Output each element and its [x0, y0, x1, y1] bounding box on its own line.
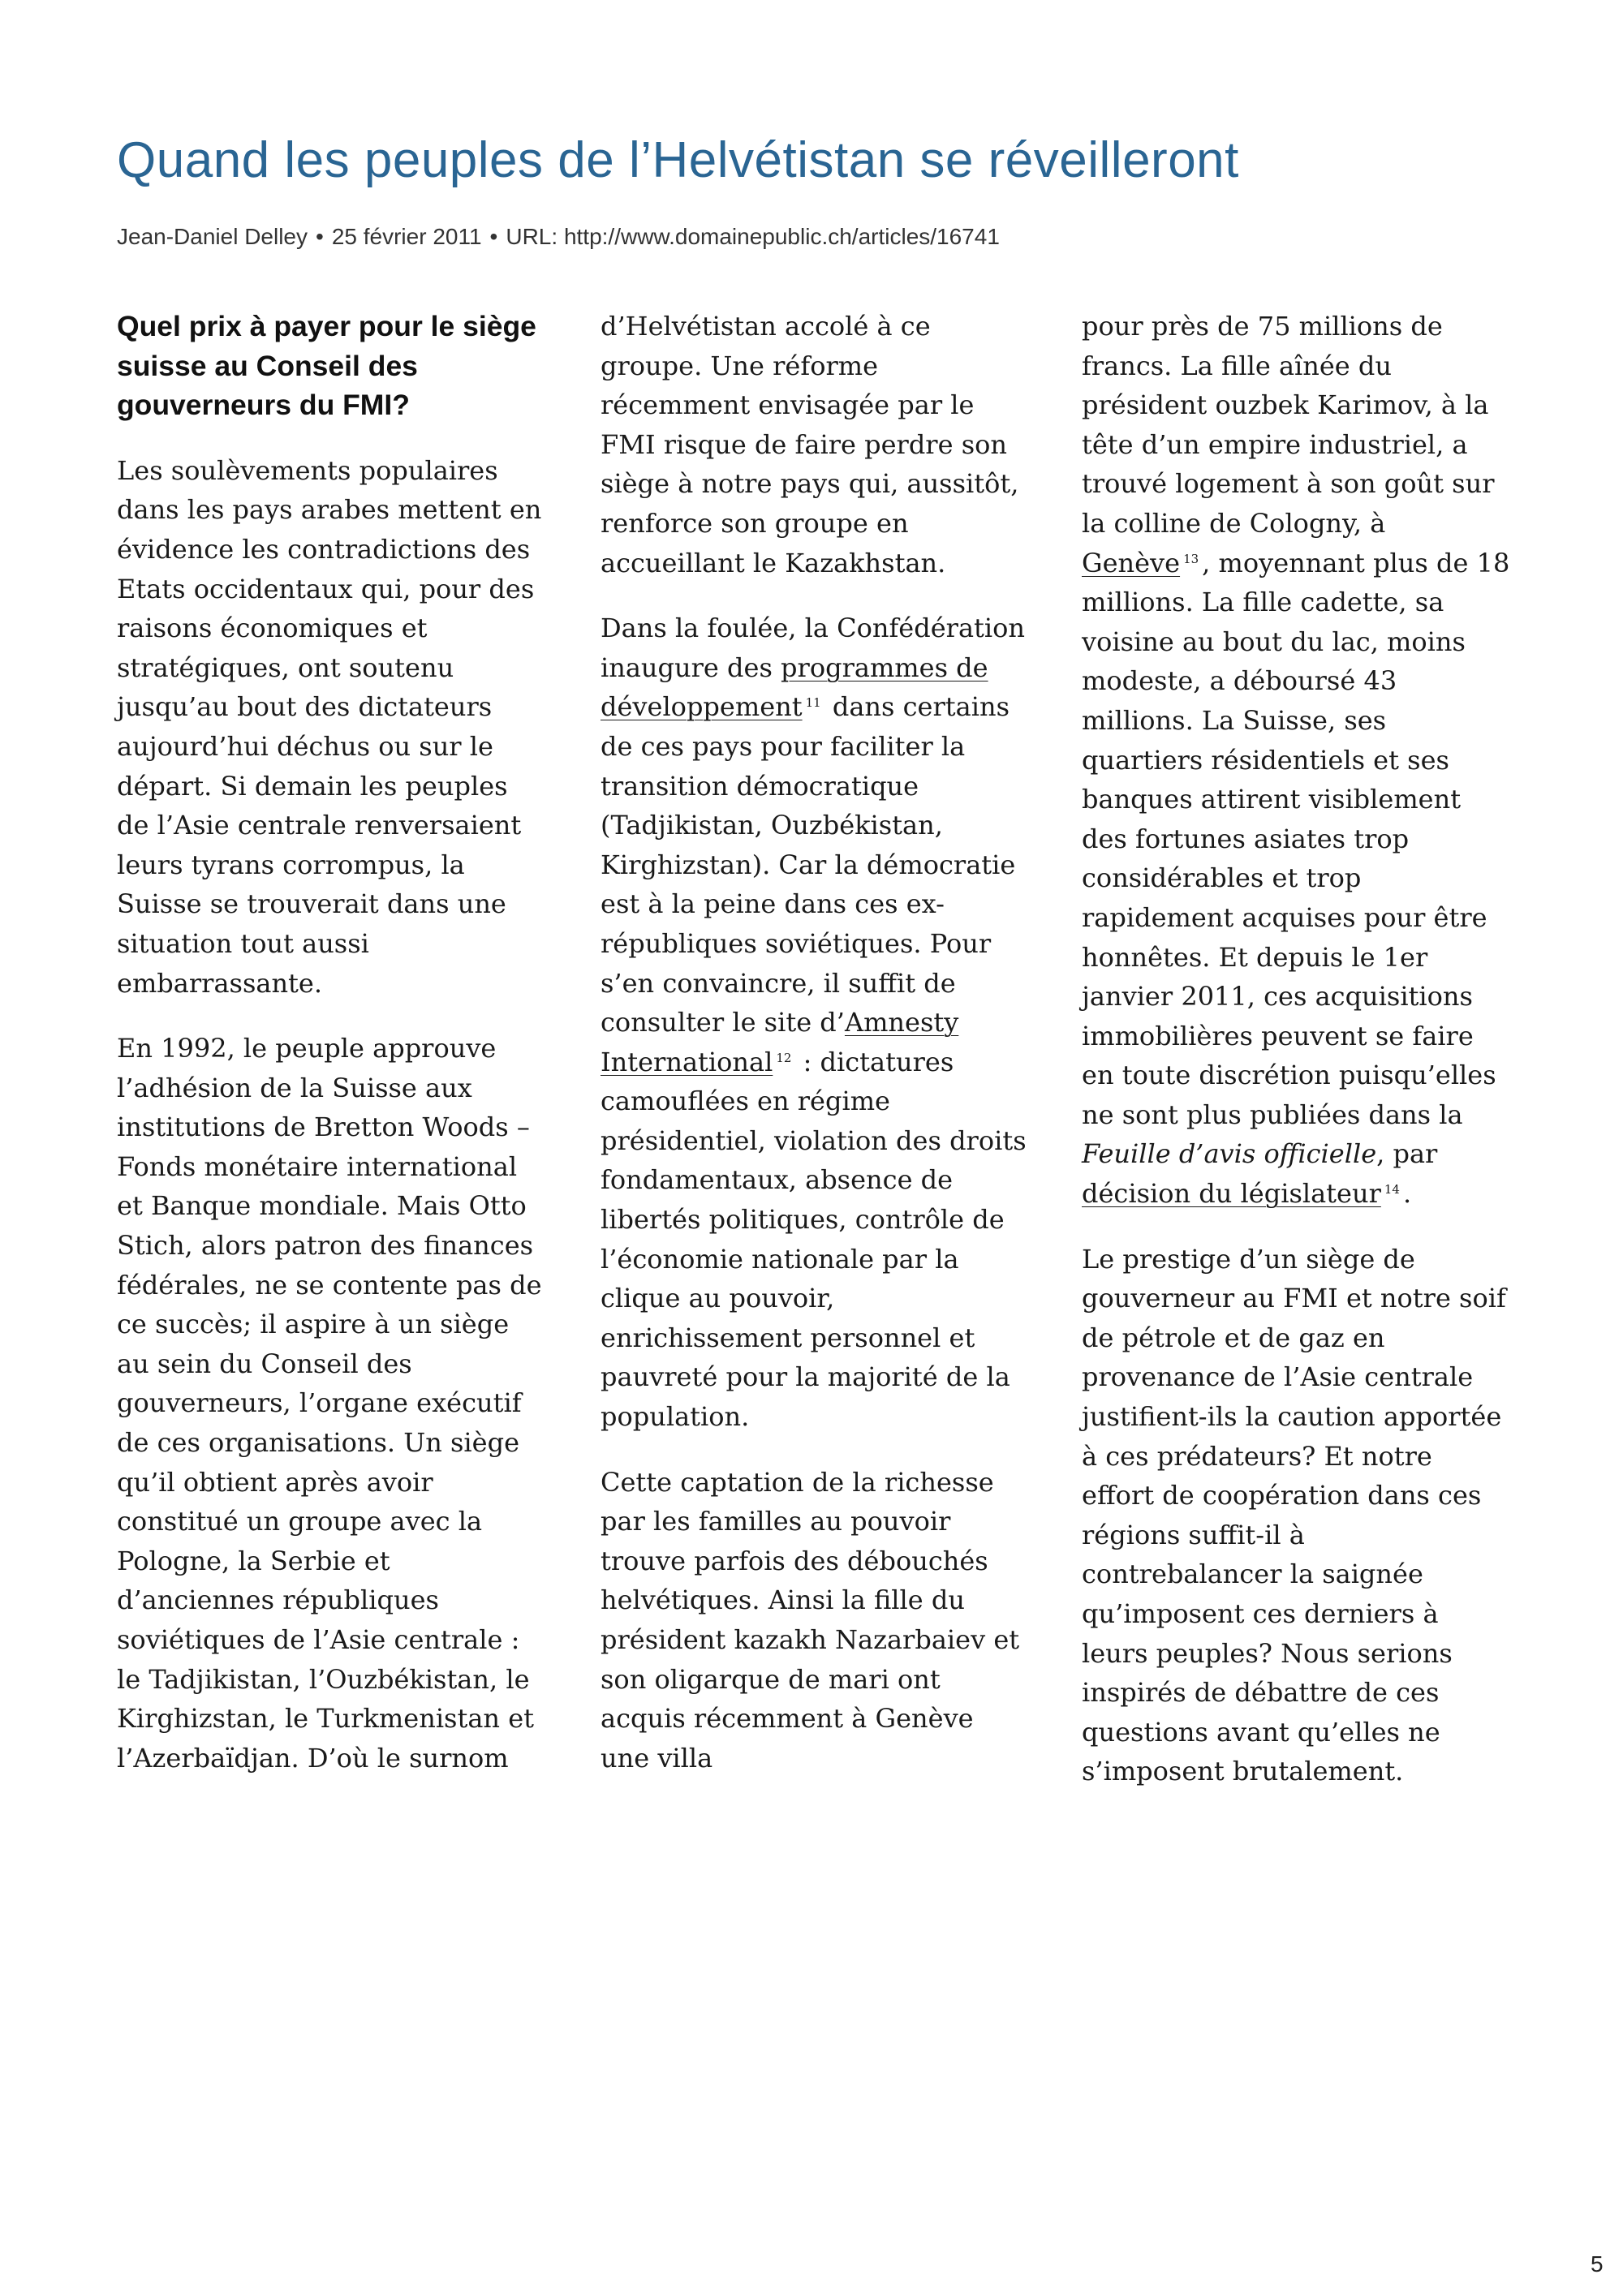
- paragraph-4-text: , par: [1376, 1138, 1438, 1170]
- paragraph-3-text: Dans la foulée, la Confédération inaugure des: [601, 613, 1025, 683]
- paragraph-3: [601, 608, 1029, 1436]
- footnote-ref-13[interactable]: 13: [1183, 551, 1199, 566]
- paragraph-4-text: , moyennant plus de 18 millions. La fille cadette, sa voisine au bout du lac, moins modeste, a déboursé 43 millions. La Suisse, ses quartiers résidentiels et ses banques attirent visiblement des fortunes asiates trop considérables et trop rapidement acquises pour être honnêtes. Et depuis le 1er janvier 2011, ces acquisitions immobilières peuvent se faire en toute discrétion puisqu’elles ne sont plus publiées dans la: [1082, 547, 1510, 1130]
- column-2: [601, 307, 1029, 1778]
- article-meta: [117, 221, 1545, 253]
- paragraph-4-continued: [1082, 307, 1510, 1214]
- paragraph-4-text: pour près de 75 millions de francs. La fille aînée du président ouzbek Karimov, à la tête d’un empire industriel, a trouvé logement à son goût sur la colline de Cologny, à: [1082, 311, 1495, 539]
- meta-separator: •: [489, 224, 498, 249]
- paragraph-4-end: .: [1402, 1178, 1412, 1210]
- meta-separator: •: [316, 224, 324, 249]
- page-number: 5: [1591, 2251, 1604, 2277]
- article-subtitle: Quel prix à payer pour le siège suisse au Conseil des gouverneurs du FMI?: [117, 310, 536, 422]
- link-geneve[interactable]: Genève: [1082, 547, 1181, 578]
- paragraph-3-text: : dictatures camouflées en régime présidentiel, violation des droits fondamentaux, absence de libertés politiques, contrôle de l’économie nationale par la clique au pouvoir, enrichissement personnel et pauvreté pour la majorité de la population.: [601, 1046, 1027, 1433]
- column-3: [1082, 307, 1510, 1791]
- link-amnesty-international[interactable]: Amnesty International: [601, 1007, 959, 1077]
- link-programmes-developpement[interactable]: programmes de développement: [601, 651, 988, 723]
- url-label: URL:: [506, 224, 558, 249]
- article-title: Quand les peuples de l’Helvétistan se réveilleront: [117, 132, 1239, 188]
- paragraph-2-continued: d’Helvétistan accolé à ce groupe. Une réforme récemment envisagée par le FMI risque de faire perdre son siège à notre pays qui, aussitôt, renforce son groupe en accueillant le Kazakhstan.: [601, 311, 1019, 578]
- paragraph-4: Cette captation de la richesse par les familles au pouvoir trouve parfois des débouchés helvétiques. Ainsi la fille du président kazakh Nazarbaiev et son oligarque de mari ont acquis récemment à Genève une villa: [601, 1466, 1020, 1774]
- feuille-avis-officielle: Feuille d’avis officielle: [1082, 1138, 1377, 1170]
- paragraph-5: Le prestige d’un siège de gouverneur au FMI et notre soif de pétrole et de gaz en provenance de l’Asie centrale justifient-ils la caution apportée à ces prédateurs? Et notre effort de coopération dans ces régions suffit-il à contrebalancer la saignée qu’imposent ces derniers à leurs peuples? Nous serions inspirés de débattre de ces questions avant qu’elles ne s’imposent brutalement.: [1082, 1243, 1506, 1787]
- paragraph-2: En 1992, le peuple approuve l’adhésion de la Suisse aux institutions de Bretton Woods – Fonds monétaire international et Banque mondiale. Mais Otto Stich, alors patron des finances fédérales, ne se contente pas de ce succès; il aspire à un siège au sein du Conseil des gouverneurs, l’organe exécutif de ces organisations. Un siège qu’il obtient après avoir constitué un groupe avec la Pologne, la Serbie et d’anciennes républiques soviétiques de l’Asie centrale : le Tadjikistan, l’Ouzbékistan, le Kirghizstan, le Turkmenistan et l’Azerbaïdjan. D’où le surnom: [117, 1033, 542, 1774]
- footnote-ref-12[interactable]: 12: [776, 1050, 792, 1065]
- footnote-ref-14[interactable]: 14: [1384, 1182, 1400, 1197]
- footnote-ref-11[interactable]: 11: [805, 695, 821, 711]
- link-decision-legislateur[interactable]: décision du législateur: [1082, 1178, 1381, 1210]
- author: Jean-Daniel Delley: [117, 224, 308, 249]
- article-url[interactable]: http://www.domainepublic.ch/articles/16741: [563, 224, 1000, 249]
- paragraph-3-text: dans certains de ces pays pour faciliter la transition démocratique (Tadjikistan, Ouzbékistan, Kirghizstan). Car la démocratie est à la peine dans ces ex-républiques soviétiques. Pour s’en convaincre, il suffit de consulter le site d’: [601, 691, 1016, 1038]
- publish-date: 25 février 2011: [331, 224, 482, 249]
- paragraph-1: Les soulèvements populaires dans les pays arabes mettent en évidence les contradictions des Etats occidentaux qui, pour des raisons économiques et stratégiques, ont soutenu jusqu’au bout des dictateurs aujourd’hui déchus ou sur le départ. Si demain les peuples de l’Asie centrale renversaient leurs tyrans corrompus, la Suisse se trouverait dans une situation tout aussi embarrassante.: [117, 454, 542, 999]
- column-1: [117, 307, 545, 1778]
